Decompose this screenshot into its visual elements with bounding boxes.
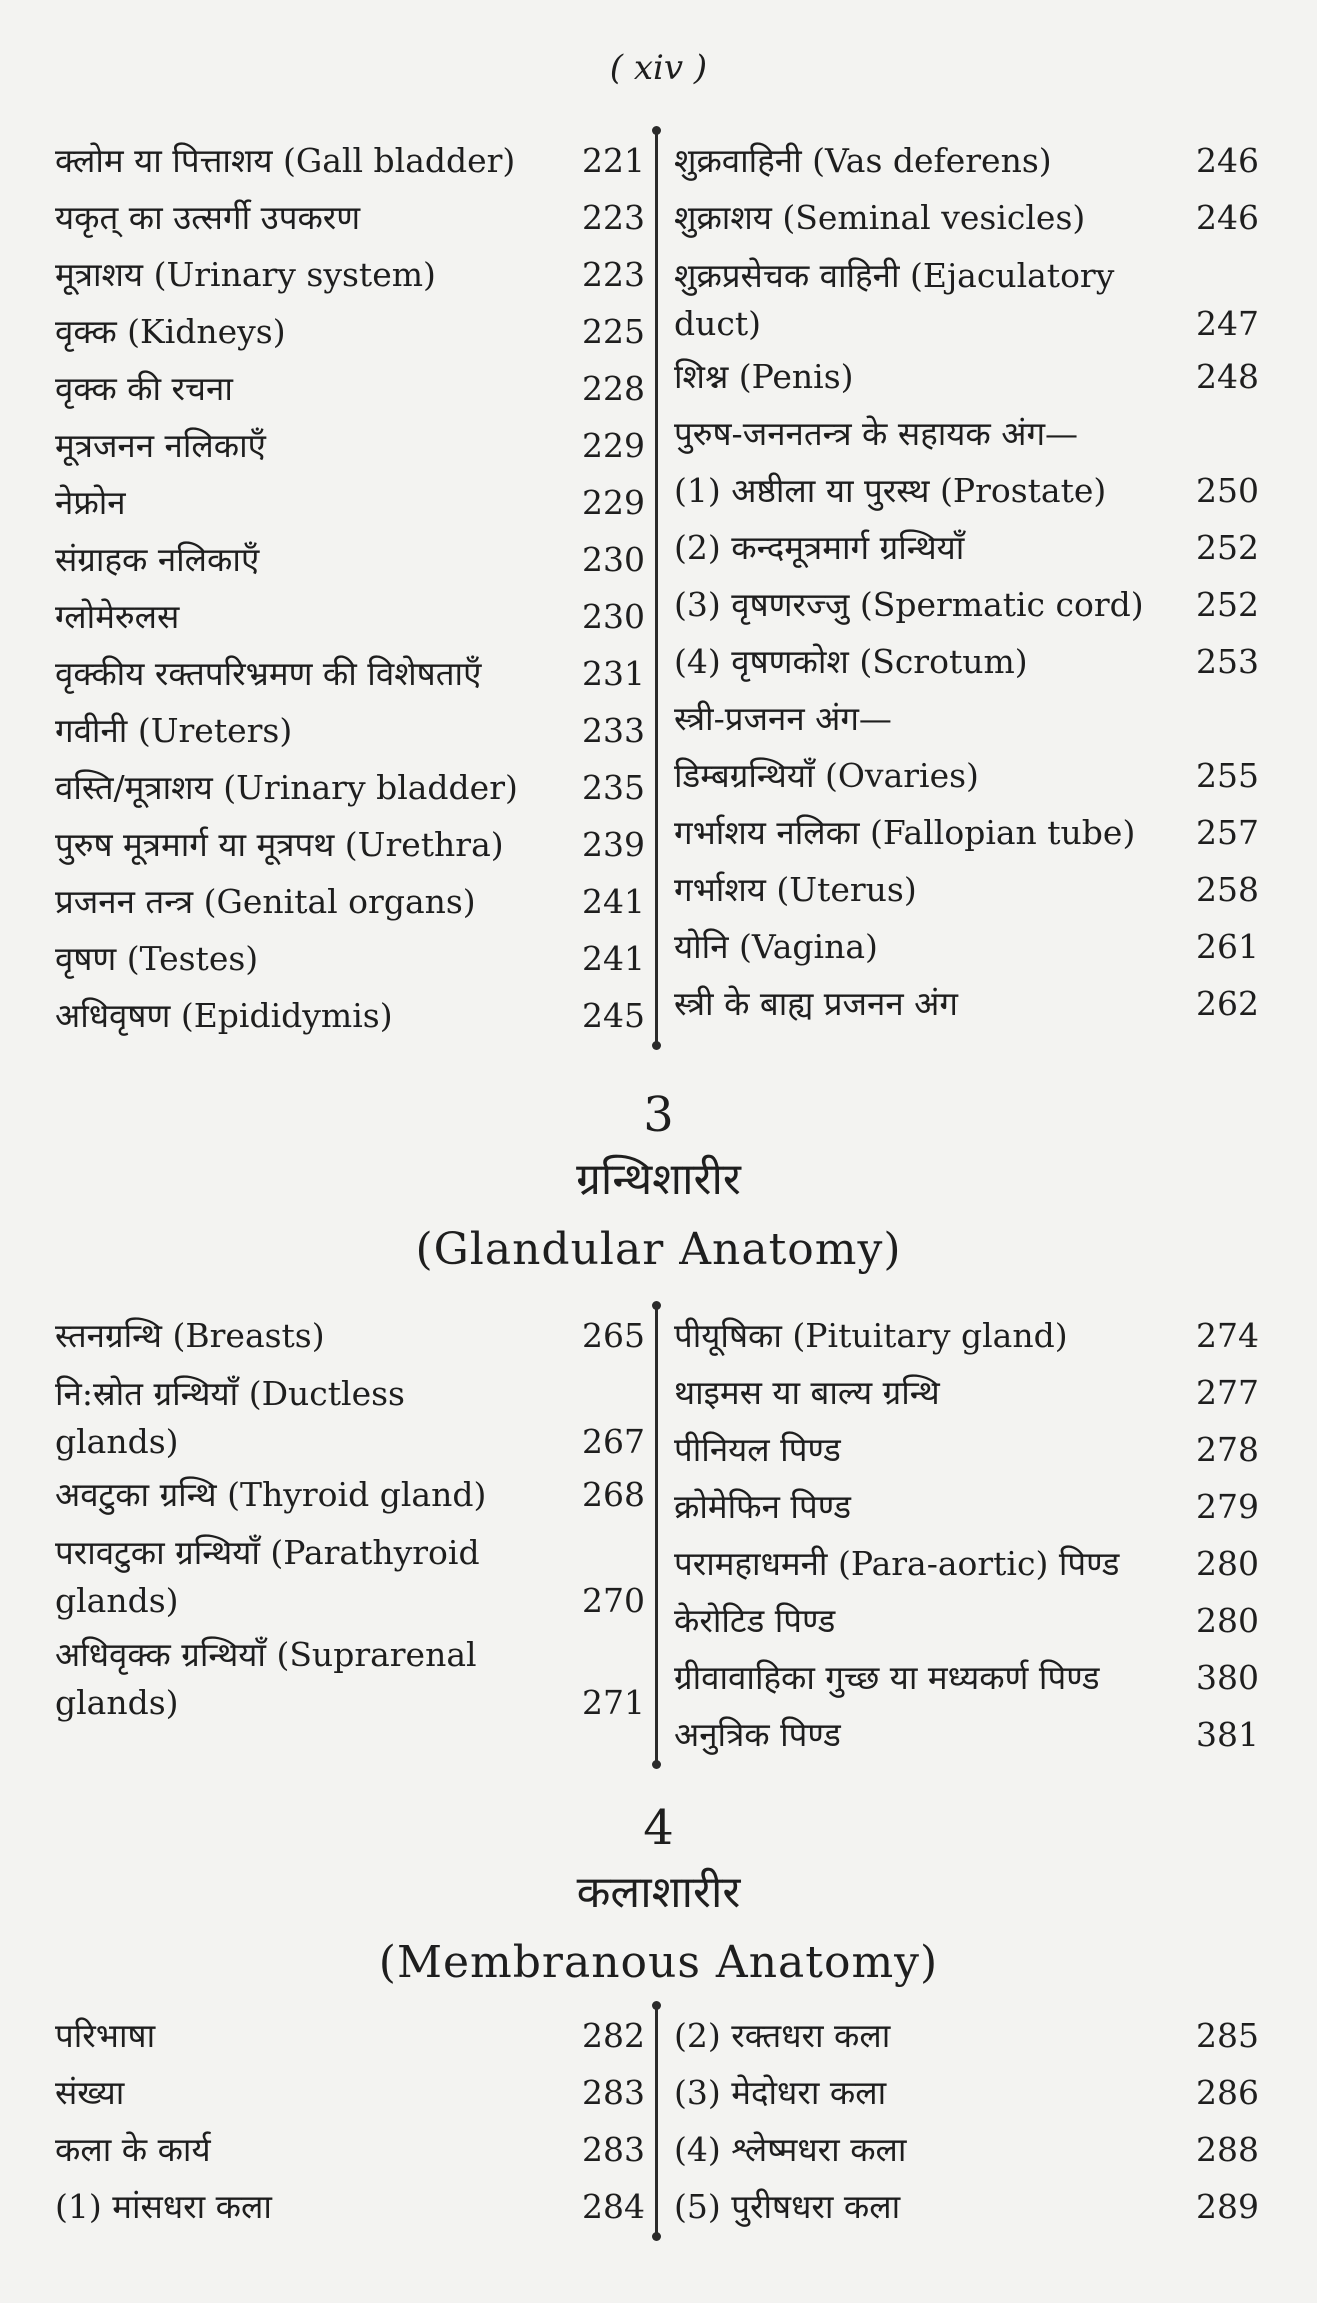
toc-entry <box>55 189 645 246</box>
toc-entry-page: 231 <box>582 654 645 693</box>
page-number: ( xiv ) <box>609 48 708 88</box>
toc-entry-page: 223 <box>582 255 645 294</box>
toc-entry <box>674 2121 1259 2178</box>
toc-entry-page: 233 <box>582 711 645 750</box>
toc-entry-page: 277 <box>1196 1373 1259 1412</box>
toc-entry <box>55 417 645 474</box>
toc-entry-title: क्लोम या पित्ताशय (Gall bladder) <box>55 141 516 180</box>
toc-entry <box>674 918 1259 975</box>
toc-entry-title: मूत्रजनन नलिकाएँ <box>55 426 266 465</box>
toc-entry-page: 252 <box>1196 585 1259 624</box>
toc-entry <box>674 519 1259 576</box>
toc-entry-page: 283 <box>582 2130 645 2169</box>
toc-entry <box>55 816 645 873</box>
toc-entry-page: 262 <box>1196 984 1259 1023</box>
section-title-english: (Glandular Anatomy) <box>415 1224 902 1275</box>
toc-entry-title: शुक्राशय (Seminal vesicles) <box>674 198 1086 237</box>
toc-entry-page: 230 <box>582 540 645 579</box>
toc-entry-title: अधिवृक्क ग्रन्थियाँ (Suprarenal glands) <box>55 1635 477 1722</box>
toc-entry-page: 278 <box>1196 1430 1259 1469</box>
toc-entry-page: 257 <box>1196 813 1259 852</box>
toc-entry <box>674 1364 1259 1421</box>
toc-entry <box>55 2064 645 2121</box>
toc-entry-page: 271 <box>582 1683 645 1722</box>
toc-entry <box>55 759 645 816</box>
toc-entry-page: 230 <box>582 597 645 636</box>
toc-entry-title: (4) श्लेष्मधरा कला <box>674 2130 907 2169</box>
toc-entry-page: 229 <box>582 426 645 465</box>
toc-entry-page: 267 <box>582 1422 645 1461</box>
toc-entry <box>674 348 1259 405</box>
toc-entry-page: 283 <box>582 2073 645 2112</box>
toc-entry <box>55 132 645 189</box>
toc-entry <box>55 1466 645 1523</box>
toc-entry <box>674 690 1259 747</box>
toc-entry <box>674 2064 1259 2121</box>
toc-entry-page: 239 <box>582 825 645 864</box>
toc-entry-title: संख्या <box>55 2073 125 2112</box>
section-title-english: (Membranous Anatomy) <box>378 1937 939 1988</box>
toc-entry-title: पीयूषिका (Pituitary gland) <box>674 1316 1068 1355</box>
toc-entry <box>674 1421 1259 1478</box>
toc-entry-page: 245 <box>582 996 645 1035</box>
toc-entry-page: 255 <box>1196 756 1259 795</box>
toc-entry <box>55 303 645 360</box>
toc-entry <box>674 1478 1259 1535</box>
toc-entry <box>674 132 1259 189</box>
toc-entry-title: (1) मांसधरा कला <box>55 2187 272 2226</box>
section-number: 3 <box>643 1087 674 1143</box>
toc-entry <box>674 1706 1259 1763</box>
section-4-heading <box>0 1798 1317 1998</box>
toc-entry-page: 279 <box>1196 1487 1259 1526</box>
toc-entry-page: 274 <box>1196 1316 1259 1355</box>
toc-entry-title: परावटुका ग्रन्थियाँ (Parathyroid glands) <box>55 1533 480 1620</box>
toc-entry-title: पुरुष-जननतन्त्र के सहायक अंग— <box>674 414 1079 453</box>
toc-entry-page: 380 <box>1196 1658 1259 1697</box>
toc-entry-title: प्रजनन तन्त्र (Genital organs) <box>55 882 476 921</box>
toc-entry-title: नेफ्रोन <box>55 483 126 522</box>
toc-entry-title: मूत्राशय (Urinary system) <box>55 255 436 294</box>
toc-entry-title: स्त्री के बाह्य प्रजनन अंग <box>674 984 958 1023</box>
toc-block-section-3 <box>55 1307 1260 1763</box>
toc-entry-title: पुरुष मूत्रमार्ग या मूत्रपथ (Urethra) <box>55 825 504 864</box>
toc-entry <box>55 987 645 1044</box>
toc-entry-title: योनि (Vagina) <box>674 927 878 966</box>
toc-entry-title: क्रोमेफिन पिण्ड <box>674 1487 852 1526</box>
toc-entry-page: 280 <box>1196 1544 1259 1583</box>
toc-entry-page: 284 <box>582 2187 645 2226</box>
toc-entry <box>55 702 645 759</box>
toc-entry-title: शुक्रवाहिनी (Vas deferens) <box>674 141 1052 180</box>
toc-entry-title: केरोटिड पिण्ड <box>674 1601 836 1640</box>
toc-entry-title: वृक्क (Kidneys) <box>55 312 286 351</box>
toc-entry-title: अवटुका ग्रन्थि (Thyroid gland) <box>55 1475 487 1514</box>
toc-entry-page: 248 <box>1196 357 1259 396</box>
toc-entry <box>55 2121 645 2178</box>
toc-entry <box>55 531 645 588</box>
toc-entry-page: 285 <box>1196 2016 1259 2055</box>
toc-column-right <box>658 132 1259 1044</box>
toc-column-left <box>55 132 655 1044</box>
toc-entry <box>674 576 1259 633</box>
toc-entry <box>55 588 645 645</box>
toc-entry-title: शुक्रप्रसेचक वाहिनी (Ejaculatory duct) <box>674 256 1115 343</box>
toc-entry <box>55 1625 645 1727</box>
toc-entry-title: पीनियल पिण्ड <box>674 1430 841 1469</box>
toc-entry-page: 261 <box>1196 927 1259 966</box>
toc-entry <box>674 1307 1259 1364</box>
toc-entry-page: 258 <box>1196 870 1259 909</box>
toc-entry-page: 265 <box>582 1316 645 1355</box>
toc-entry-title: स्त्री-प्रजनन अंग— <box>674 699 892 738</box>
toc-entry-title: (4) वृषणकोश (Scrotum) <box>674 642 1028 681</box>
toc-entry-page: 253 <box>1196 642 1259 681</box>
toc-column-left <box>55 2007 655 2235</box>
toc-entry <box>674 2007 1259 2064</box>
toc-entry <box>674 1649 1259 1706</box>
toc-entry-title: कला के कार्य <box>55 2130 211 2169</box>
toc-entry <box>674 462 1259 519</box>
toc-entry-page: 229 <box>582 483 645 522</box>
toc-entry <box>55 360 645 417</box>
toc-entry-title: (3) मेदोधरा कला <box>674 2073 887 2112</box>
toc-entry-page: 286 <box>1196 2073 1259 2112</box>
toc-entry-page: 282 <box>582 2016 645 2055</box>
toc-entry-page: 270 <box>582 1581 645 1620</box>
toc-entry-title: अनुत्रिक पिण्ड <box>674 1715 841 1754</box>
toc-entry <box>674 633 1259 690</box>
toc-entry-title: संग्राहक नलिकाएँ <box>55 540 260 579</box>
toc-entry-page: 289 <box>1196 2187 1259 2226</box>
toc-entry-title: स्तनग्रन्थि (Breasts) <box>55 1316 325 1355</box>
toc-entry <box>55 873 645 930</box>
toc-entry-title: (3) वृषणरज्जु (Spermatic cord) <box>674 585 1144 624</box>
section-3-heading <box>0 1085 1317 1285</box>
toc-entry-page: 247 <box>1196 304 1259 343</box>
toc-entry-title: गवीनी (Ureters) <box>55 711 293 750</box>
toc-column-right <box>658 2007 1259 2235</box>
toc-entry <box>674 189 1259 246</box>
toc-entry-page: 225 <box>582 312 645 351</box>
toc-entry <box>674 975 1259 1032</box>
toc-entry-title: यकृत् का उत्सर्गी उपकरण <box>55 198 361 237</box>
toc-entry <box>674 804 1259 861</box>
toc-column-left <box>55 1307 655 1763</box>
toc-block-1 <box>55 132 1260 1044</box>
toc-entry-title: वृक्कीय रक्तपरिभ्रमण की विशेषताएँ <box>55 654 482 693</box>
toc-entry-title: (5) पुरीषधरा कला <box>674 2187 901 2226</box>
toc-entry <box>674 861 1259 918</box>
toc-column-right <box>658 1307 1259 1763</box>
toc-entry-title: परामहाधमनी (Para-aortic) पिण्ड <box>674 1544 1120 1583</box>
toc-entry-title: परिभाषा <box>55 2016 156 2055</box>
toc-entry <box>674 246 1259 348</box>
toc-entry-page: 280 <box>1196 1601 1259 1640</box>
toc-entry-page: 241 <box>582 939 645 978</box>
toc-entry-page: 246 <box>1196 141 1259 180</box>
section-number: 4 <box>643 1800 674 1856</box>
toc-entry <box>55 474 645 531</box>
toc-entry <box>674 1592 1259 1649</box>
toc-entry <box>674 2178 1259 2235</box>
toc-entry-title: गर्भाशय नलिका (Fallopian tube) <box>674 813 1136 852</box>
toc-entry-title: ग्रीवावाहिका गुच्छ या मध्यकर्ण पिण्ड <box>674 1658 1100 1697</box>
toc-entry <box>55 246 645 303</box>
toc-entry-page: 241 <box>582 882 645 921</box>
toc-entry-page: 268 <box>582 1475 645 1514</box>
toc-entry <box>55 1523 645 1625</box>
toc-entry <box>55 645 645 702</box>
toc-entry <box>674 405 1259 462</box>
toc-entry-title: अधिवृषण (Epididymis) <box>55 996 393 1035</box>
toc-entry-title: ग्लोमेरुलस <box>55 597 180 636</box>
toc-entry-page: 246 <box>1196 198 1259 237</box>
toc-entry-title: वस्ति/मूत्राशय (Urinary bladder) <box>55 768 518 807</box>
toc-entry-title: वृषण (Testes) <box>55 939 259 978</box>
toc-entry-page: 381 <box>1196 1715 1259 1754</box>
toc-entry-title: शिश्न (Penis) <box>674 357 854 396</box>
toc-entry-title: (2) रक्तधरा कला <box>674 2016 891 2055</box>
toc-entry-title: डिम्बग्रन्थियाँ (Ovaries) <box>674 756 979 795</box>
toc-entry <box>55 2007 645 2064</box>
toc-entry <box>674 1535 1259 1592</box>
toc-entry-page: 228 <box>582 369 645 408</box>
toc-entry <box>55 2178 645 2235</box>
toc-entry-page: 252 <box>1196 528 1259 567</box>
toc-entry <box>674 747 1259 804</box>
toc-entry-page: 235 <box>582 768 645 807</box>
section-title-hindi: कलाशारीर <box>576 1867 741 1918</box>
toc-entry-page: 223 <box>582 198 645 237</box>
toc-block-section-4 <box>55 2007 1260 2235</box>
toc-entry-title: नि:स्रोत ग्रन्थियाँ (Ductless glands) <box>55 1374 405 1461</box>
toc-entry <box>55 1307 645 1364</box>
toc-entry-page: 288 <box>1196 2130 1259 2169</box>
toc-entry-title: (1) अष्ठीला या पुरस्थ (Prostate) <box>674 471 1107 510</box>
toc-entry-page: 221 <box>582 141 645 180</box>
toc-entry-title: थाइमस या बाल्य ग्रन्थि <box>674 1373 940 1412</box>
toc-entry-title: वृक्क की रचना <box>55 369 233 408</box>
toc-entry-title: गर्भाशय (Uterus) <box>674 870 917 909</box>
toc-entry <box>55 930 645 987</box>
toc-entry-title: (2) कन्दमूत्रमार्ग ग्रन्थियाँ <box>674 528 965 567</box>
section-title-hindi: ग्रन्थिशारीर <box>576 1154 741 1205</box>
toc-entry-page: 250 <box>1196 471 1259 510</box>
toc-entry <box>55 1364 645 1466</box>
